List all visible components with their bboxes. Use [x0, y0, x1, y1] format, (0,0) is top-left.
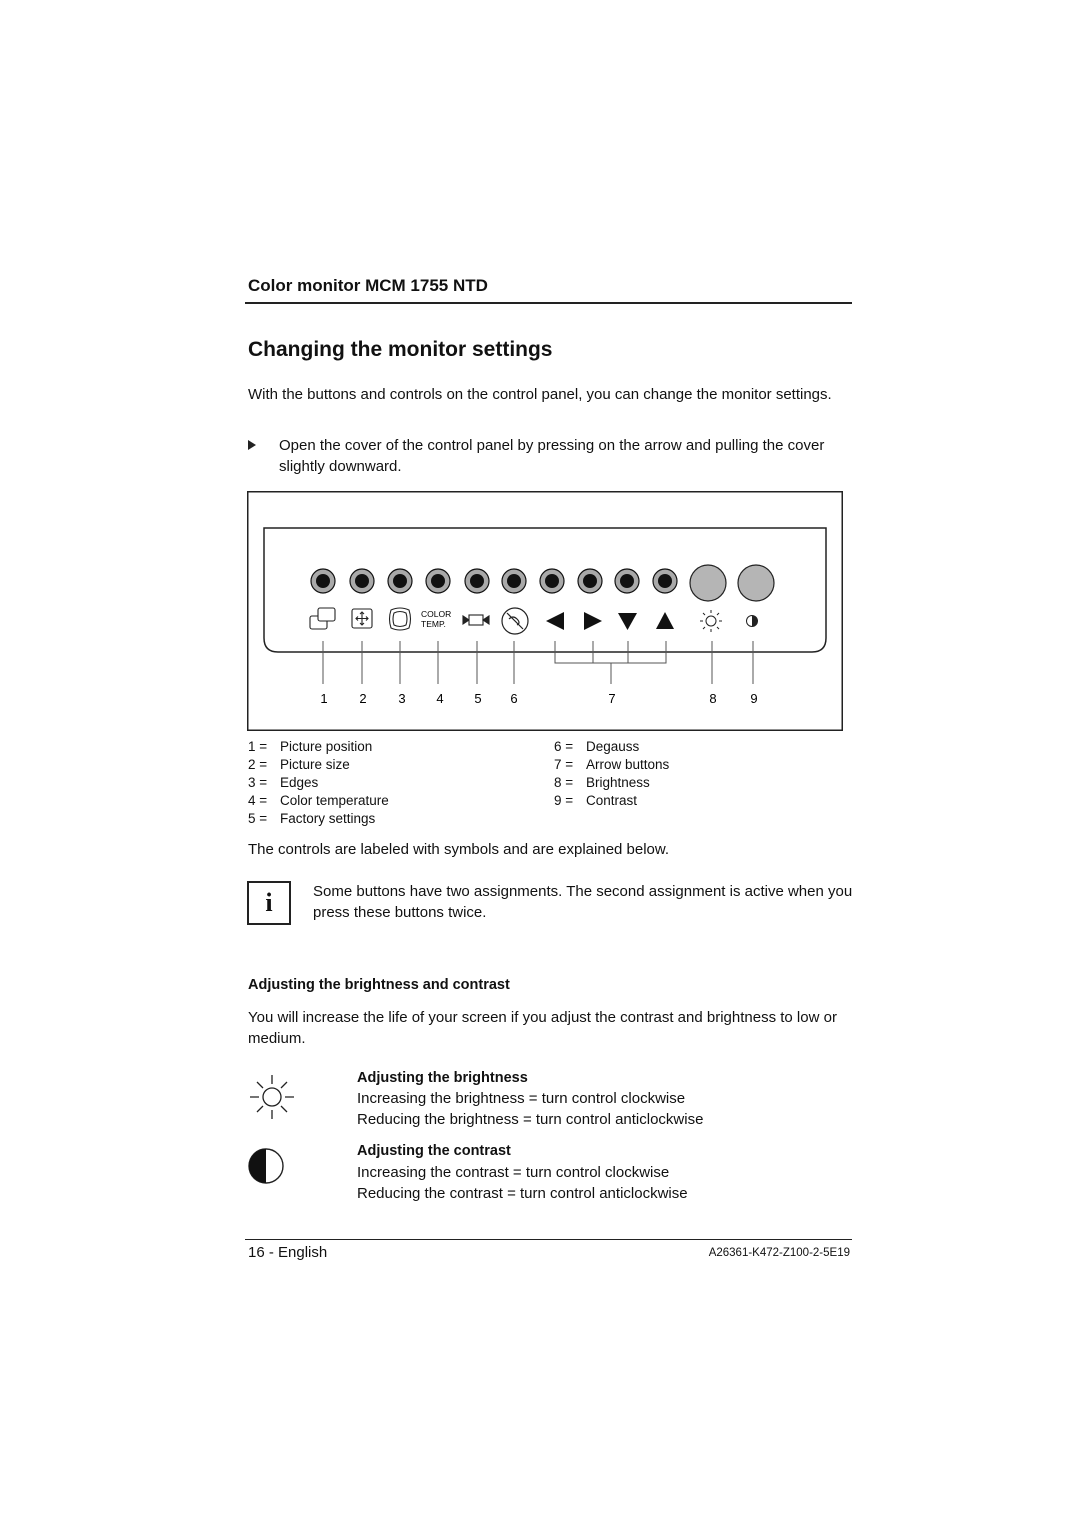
contrast-increase-text: Increasing the contrast = turn control clockwise	[357, 1164, 670, 1181]
brightness-decrease-text: Reducing the brightness = turn control anticlockwise	[357, 1111, 704, 1128]
info-icon: i	[247, 881, 291, 925]
section-title: Changing the monitor settings	[248, 338, 553, 361]
intro-paragraph: With the buttons and controls on the control panel, you can change the monitor settings.	[248, 386, 832, 403]
callout-2: 2	[359, 691, 367, 706]
footer-rule	[245, 1239, 852, 1240]
sun-icon	[248, 1072, 298, 1122]
brightness-heading: Adjusting the brightness	[357, 1070, 528, 1086]
callout-3: 3	[398, 691, 406, 706]
brightness-contrast-paragraph: You will increase the life of your screen if you adjust the contrast and brightness to low or medium.	[248, 1009, 837, 1047]
page-number: 16 - English	[248, 1244, 328, 1261]
callout-5: 5	[474, 691, 482, 706]
button-edges	[388, 569, 412, 593]
callout-6: 6	[510, 691, 518, 706]
brightness-contrast-heading: Adjusting the brightness and contrast	[248, 977, 510, 993]
callout-7: 7	[608, 691, 616, 706]
contrast-half-circle-icon	[747, 616, 758, 627]
button-arrow-up	[653, 569, 677, 593]
brightness-increase-text: Increasing the brightness = turn control clockwise	[357, 1090, 686, 1107]
control-panel-diagram	[247, 491, 843, 731]
callout-9: 9	[750, 691, 758, 706]
contrast-heading: Adjusting the contrast	[357, 1143, 511, 1159]
contrast-decrease-text: Reducing the contrast = turn control anticlockwise	[357, 1185, 688, 1202]
button-factory-settings	[465, 569, 489, 593]
callout-4: 4	[436, 691, 444, 706]
button-picture-position	[311, 569, 335, 593]
controls-explanation: The controls are labeled with symbols and are explained below.	[248, 841, 670, 858]
button-arrow-down	[615, 569, 639, 593]
bullet-arrow-icon	[248, 440, 256, 450]
button-arrow-left	[540, 569, 564, 593]
button-color-temperature	[426, 569, 450, 593]
button-arrow-right	[578, 569, 602, 593]
info-note: Some buttons have two assignments. The second assignment is active when you press these buttons twice.	[313, 883, 853, 921]
half-circle-icon	[248, 1146, 288, 1186]
document-code: A26361-K472-Z100-2-5E19	[708, 1247, 850, 1259]
running-header: Color monitor MCM 1755 NTD	[248, 276, 488, 295]
instruction-bullet: Open the cover of the control panel by pressing on the arrow and pulling the cover slightly downward.	[279, 437, 825, 475]
color-temp-label-line1: COLOR	[421, 609, 452, 619]
contrast-knob	[738, 565, 774, 601]
callout-8: 8	[709, 691, 717, 706]
callout-1: 1	[320, 691, 328, 706]
brightness-knob	[690, 565, 726, 601]
diagram-legend: 1 = Picture position 2 = Picture size 3 = Edges 4 = Color temperature 5 = Factory settings 6 = Degauss 7 = Arrow buttons 8 = Brightness 9 = Contrast	[248, 739, 670, 826]
color-temp-label-line2: TEMP.	[421, 619, 446, 629]
button-picture-size	[350, 569, 374, 593]
button-degauss	[502, 569, 526, 593]
header-rule	[245, 302, 852, 304]
